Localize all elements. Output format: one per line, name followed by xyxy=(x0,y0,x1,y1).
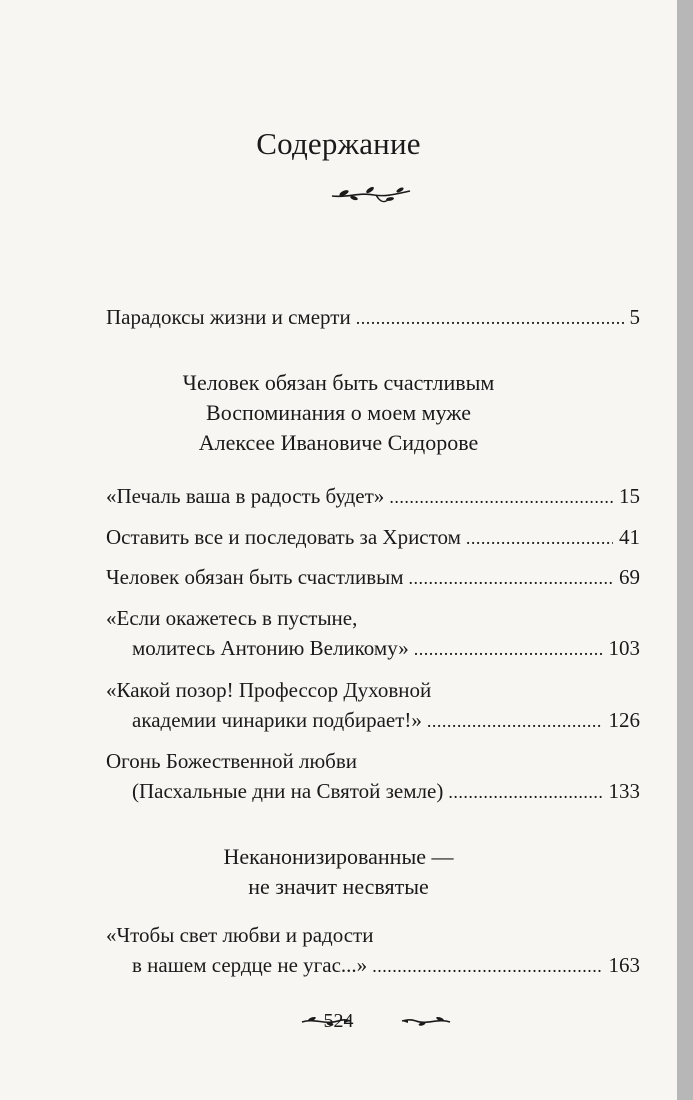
section-heading xyxy=(0,368,677,458)
toc-page-number: 69 xyxy=(619,565,640,589)
section-heading-line: Неканонизированные — xyxy=(223,844,454,869)
page-number: 524 xyxy=(323,1010,354,1032)
section-heading-line: Алексее Ивановиче Сидорове xyxy=(198,430,479,455)
toc-entry[interactable] xyxy=(106,920,640,981)
toc-page-number: 126 xyxy=(608,708,640,732)
toc-entry-title-line: молитесь Антонию Великому» xyxy=(132,636,409,660)
toc-page-number: 103 xyxy=(608,636,640,660)
page-title: Содержание xyxy=(256,126,421,161)
leader-dots xyxy=(356,303,624,333)
section-heading-line: Воспоминания о моем муже xyxy=(206,400,471,425)
toc-entry-title-line: Огонь Божественной любви xyxy=(106,749,358,773)
toc-entry-title: Человек обязан быть счастливым xyxy=(106,565,404,589)
toc-page-number: 15 xyxy=(619,484,640,508)
toc-entry-title-line: (Пасхальные дни на Святой земле) xyxy=(132,779,444,803)
toc-entry[interactable] xyxy=(106,562,640,593)
toc-entry[interactable] xyxy=(106,675,640,736)
section-heading-line: не значит несвятые xyxy=(248,874,429,899)
toc-page-number: 133 xyxy=(608,779,640,803)
leader-dots xyxy=(372,951,602,981)
leader-dots xyxy=(414,634,603,664)
page-footer xyxy=(0,1006,677,1036)
leader-dots xyxy=(427,706,603,736)
toc-page-number: 163 xyxy=(608,953,640,977)
floral-vine-icon xyxy=(330,182,412,206)
page-edge-shadow xyxy=(677,0,693,1100)
toc-entry[interactable] xyxy=(106,746,640,807)
toc-entry-title-line: в нашем сердце не угас...» xyxy=(132,953,368,977)
toc-entry-paradoxes[interactable] xyxy=(106,302,640,333)
toc-entry-title-line: «Чтобы свет любви и радости xyxy=(106,923,374,947)
toc-entry-title-line: «Если окажетесь в пустыне, xyxy=(106,606,358,630)
toc-entry-title: «Печаль ваша в радость будет» xyxy=(106,484,385,508)
toc-entry[interactable] xyxy=(106,522,640,553)
leader-dots xyxy=(409,563,613,593)
section-heading-line: Человек обязан быть счастливым xyxy=(182,370,495,395)
floral-flourish-right-icon xyxy=(400,1014,452,1028)
toc-entry[interactable] xyxy=(106,481,640,512)
leader-dots xyxy=(389,482,613,512)
toc-page-number: 5 xyxy=(629,305,640,329)
leader-dots xyxy=(448,777,602,807)
toc-page-number: 41 xyxy=(619,525,640,549)
toc-entry-title: Парадоксы жизни и смерти xyxy=(106,305,351,329)
toc-entry-title-line: академии чинарики подбирает!» xyxy=(132,708,422,732)
toc-entry[interactable] xyxy=(106,603,640,664)
leader-dots xyxy=(466,523,613,553)
section-heading xyxy=(0,842,677,902)
toc-entry-title: Оставить все и последовать за Христом xyxy=(106,525,461,549)
toc-entry-title-line: «Какой позор! Профессор Духовной xyxy=(106,678,432,702)
